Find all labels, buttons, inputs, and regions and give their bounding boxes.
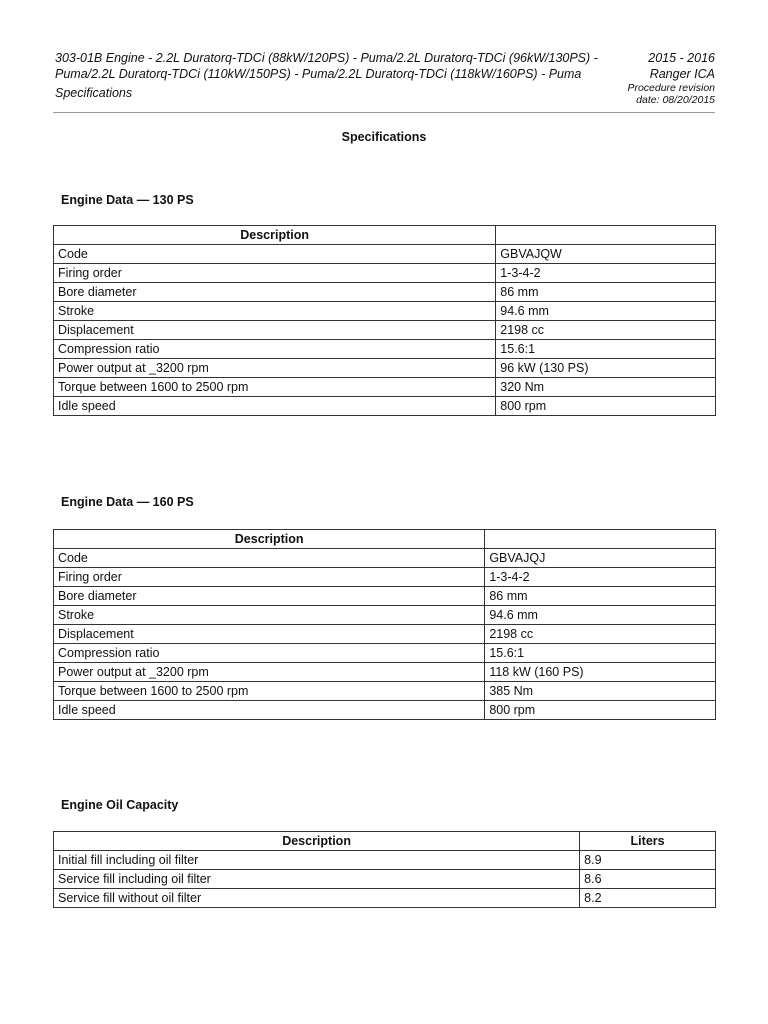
column-header-value [485,530,716,549]
row-value: 8.9 [580,851,716,870]
row-value: 86 mm [485,587,716,606]
row-label: Idle speed [54,701,485,720]
engine-oil-capacity-table [53,831,716,908]
row-value: 800 rpm [496,397,716,416]
column-header-description: Description [54,226,496,245]
engine-data-160ps-table [53,529,716,720]
row-label: Stroke [54,302,496,321]
row-label: Bore diameter [54,587,485,606]
column-header-value [496,226,716,245]
row-label: Torque between 1600 to 2500 rpm [54,378,496,397]
table-row [54,302,716,321]
table-row [54,359,716,378]
table-row [54,378,716,397]
table-row [54,701,716,720]
table-row [54,606,716,625]
header-title-line-1: 303-01B Engine - 2.2L Duratorq-TDCi (88kW/120PS) - Puma/2.2L Duratorq-TDCi (96kW/130PS) - [55,51,598,65]
row-value: 1-3-4-2 [485,568,716,587]
row-label: Displacement [54,625,485,644]
row-value: 800 rpm [485,701,716,720]
table-row [54,340,716,359]
row-value: 94.6 mm [496,302,716,321]
section-title-engine-130ps: Engine Data — 130 PS [61,193,194,207]
row-value: 96 kW (130 PS) [496,359,716,378]
table-row [54,587,716,606]
table-row [54,245,716,264]
row-label: Displacement [54,321,496,340]
row-label: Service fill including oil filter [54,870,580,889]
table-row [54,321,716,340]
header-years: 2015 - 2016 [648,51,715,65]
header-subtitle: Specifications [55,86,133,100]
row-label: Code [54,245,496,264]
row-value: 2198 cc [496,321,716,340]
table-row [54,397,716,416]
table-header-row [54,226,716,245]
table-row [54,663,716,682]
row-value: 2198 cc [485,625,716,644]
row-label: Power output at _3200 rpm [54,663,485,682]
table-row [54,625,716,644]
table-row [54,682,716,701]
row-value: GBVAJQJ [485,549,716,568]
row-value: GBVAJQW [496,245,716,264]
document-header-title [55,50,625,82]
table-row [54,889,716,908]
row-label: Service fill without oil filter [54,889,580,908]
row-value: 118 kW (160 PS) [485,663,716,682]
revision-line-2: date: 08/20/2015 [636,94,715,106]
row-label: Initial fill including oil filter [54,851,580,870]
section-title-oil-capacity: Engine Oil Capacity [61,798,179,812]
column-header-description: Description [54,832,580,851]
row-label: Compression ratio [54,644,485,663]
revision-line-1: Procedure revision [627,82,715,94]
column-header-liters: Liters [580,832,716,851]
row-label: Power output at _3200 rpm [54,359,496,378]
table-row [54,851,716,870]
row-label: Bore diameter [54,283,496,302]
row-value: 385 Nm [485,682,716,701]
row-label: Compression ratio [54,340,496,359]
table-row [54,549,716,568]
header-revision [627,82,715,106]
row-label: Firing order [54,264,496,283]
table-row [54,264,716,283]
row-label: Stroke [54,606,485,625]
header-divider [53,112,715,113]
row-label: Code [54,549,485,568]
column-header-description: Description [54,530,485,549]
engine-data-130ps-table [53,225,716,416]
row-value: 15.6:1 [496,340,716,359]
row-value: 15.6:1 [485,644,716,663]
section-title-engine-160ps: Engine Data — 160 PS [61,495,194,509]
table-header-row [54,832,716,851]
row-value: 1-3-4-2 [496,264,716,283]
row-label: Torque between 1600 to 2500 rpm [54,682,485,701]
table-row [54,283,716,302]
row-value: 320 Nm [496,378,716,397]
row-label: Idle speed [54,397,496,416]
header-model-info [648,50,715,82]
row-value: 86 mm [496,283,716,302]
table-row [54,644,716,663]
table-row [54,568,716,587]
table-row [54,870,716,889]
row-value: 8.2 [580,889,716,908]
header-model: Ranger ICA [649,67,715,81]
table-header-row [54,530,716,549]
row-value: 94.6 mm [485,606,716,625]
header-title-line-2: Puma/2.2L Duratorq-TDCi (110kW/150PS) - Puma/2.2L Duratorq-TDCi (118kW/160PS) - Puma [55,67,582,81]
page-title: Specifications [341,130,427,144]
row-label: Firing order [54,568,485,587]
row-value: 8.6 [580,870,716,889]
